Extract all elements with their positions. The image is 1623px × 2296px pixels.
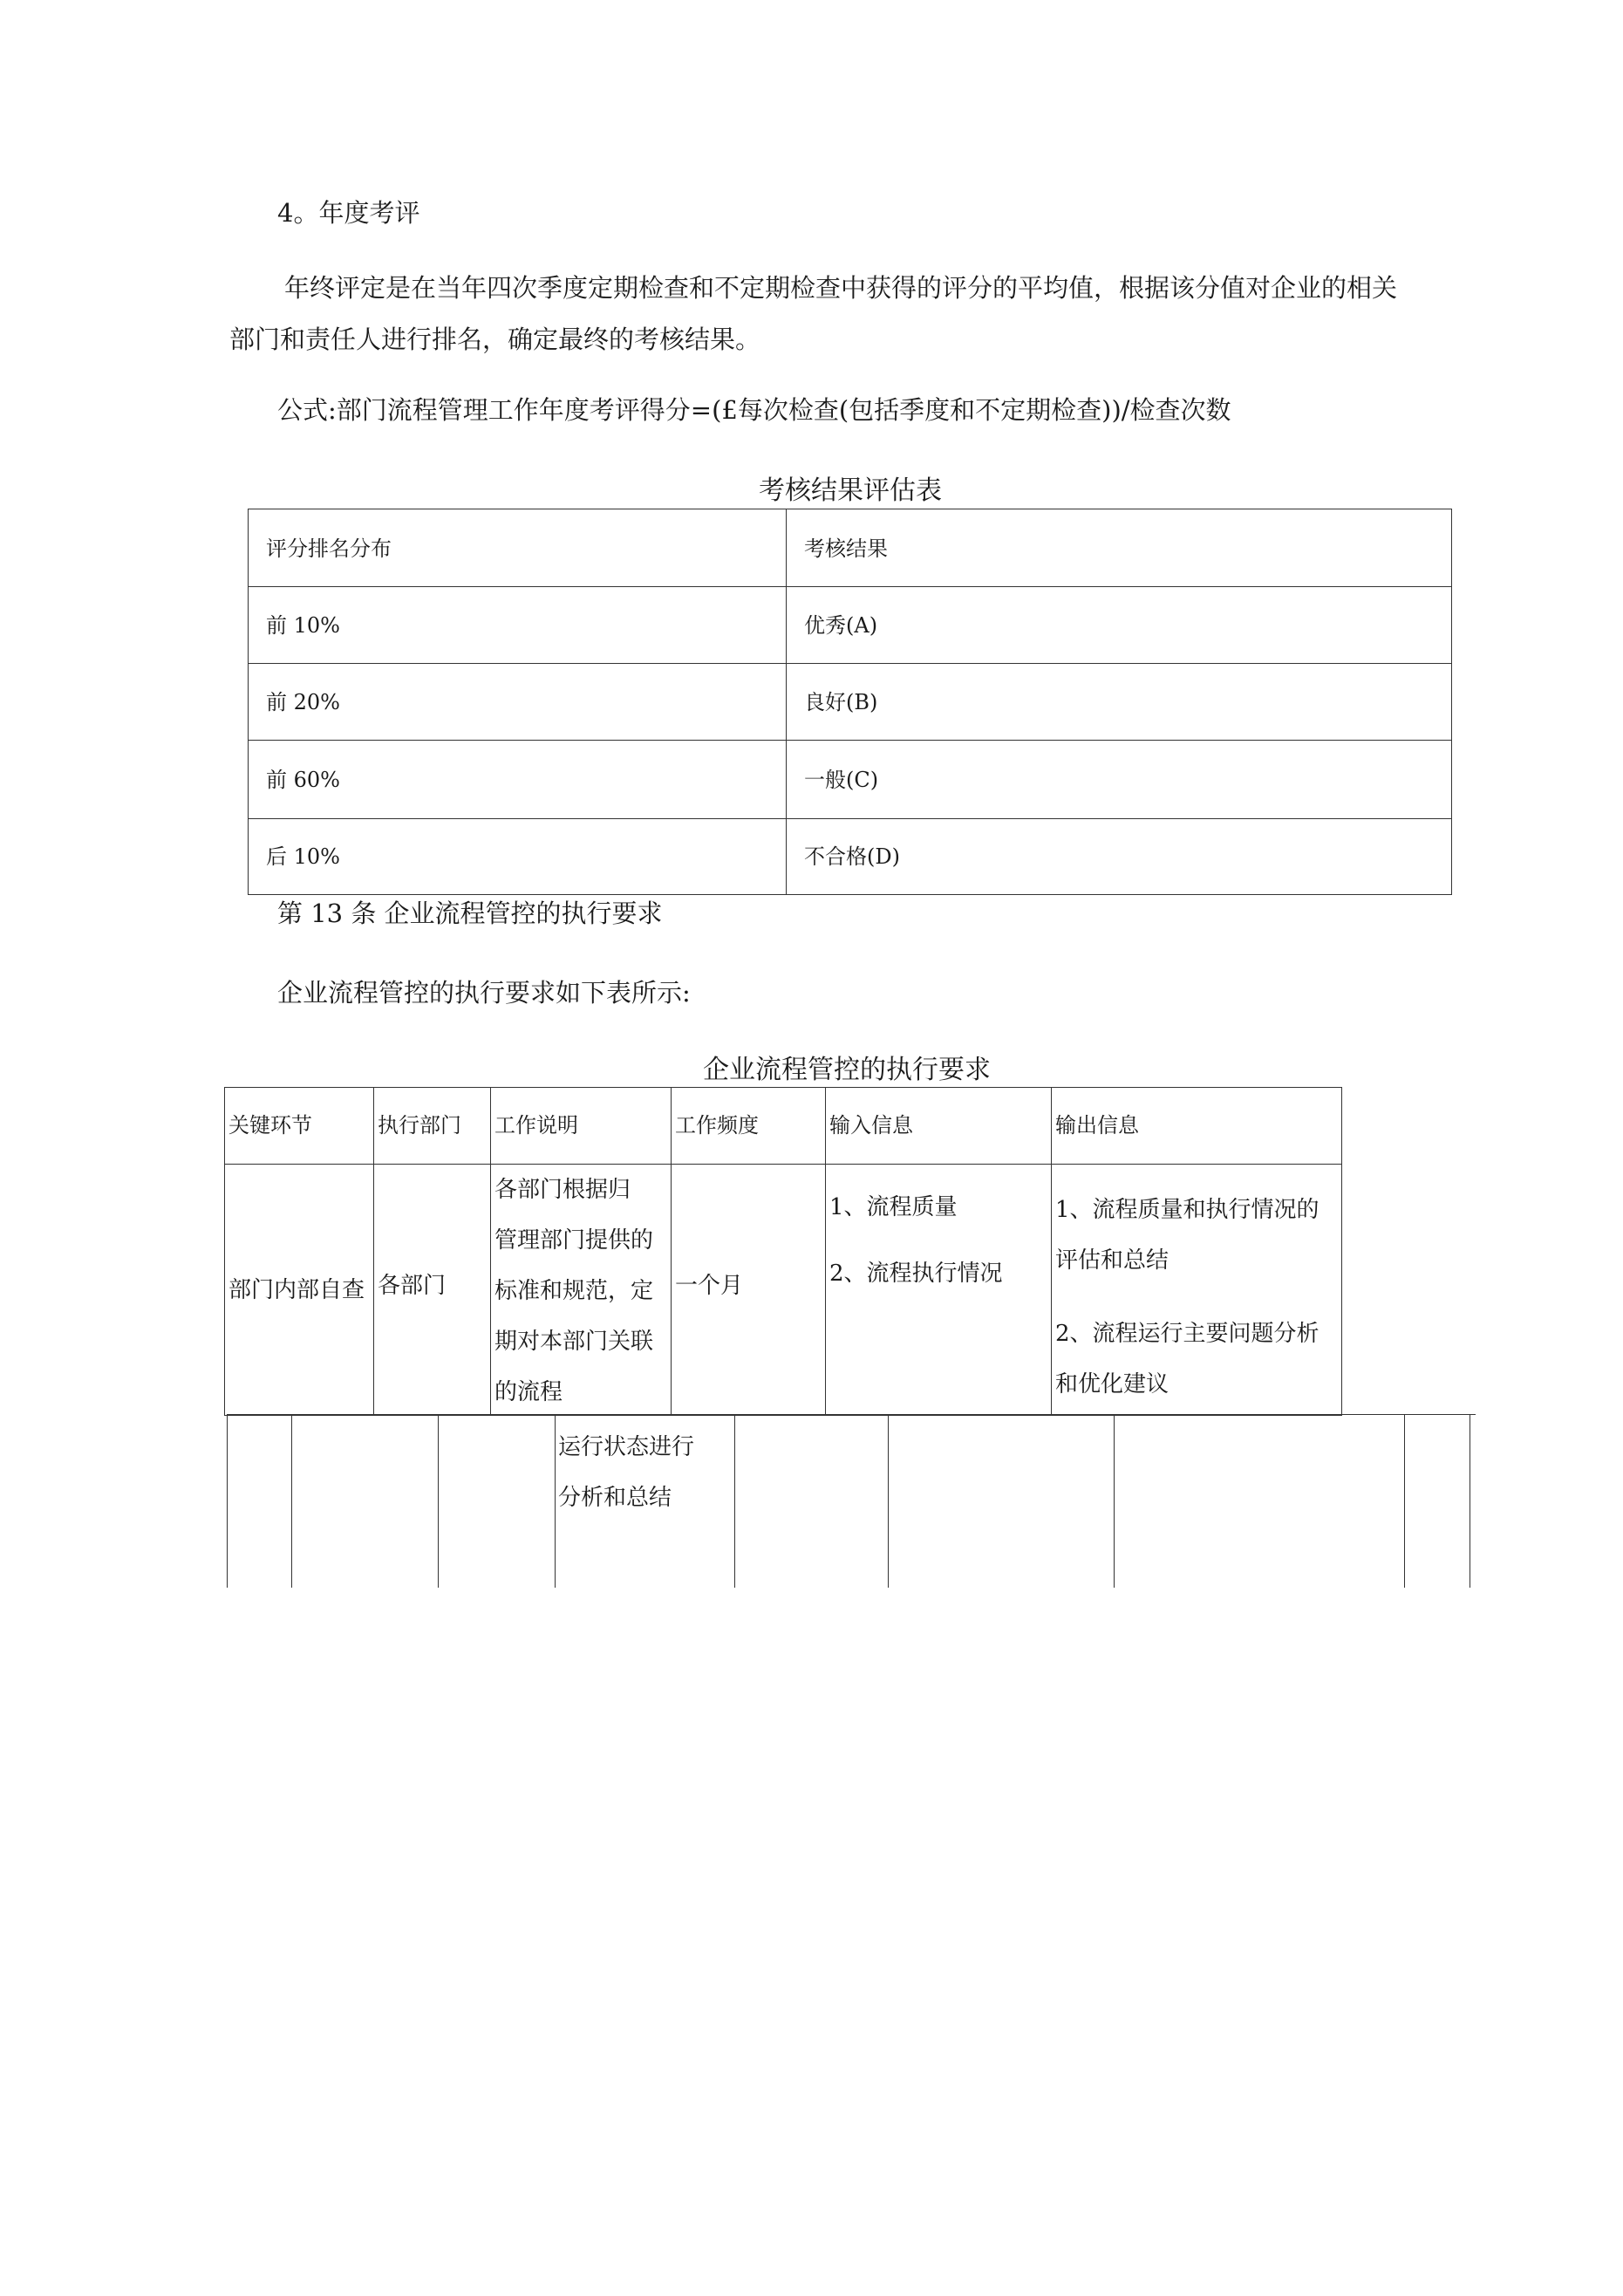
table-row <box>249 587 1452 664</box>
table2-header-cell <box>672 1088 826 1165</box>
table1-caption: 考核结果评估表 <box>759 475 942 506</box>
year-end-paragraph-line2: 部门和责任人进行排名，确定最终的考核结果。 <box>229 325 761 354</box>
ranking-value: 前 60% <box>266 768 340 792</box>
work-desc-line: 各部门根据归 <box>494 1177 631 1203</box>
table-cell <box>249 664 787 741</box>
input-line: 1、流程质量 <box>829 1194 958 1220</box>
table2-header-cell <box>491 1088 672 1165</box>
header-result: 考核结果 <box>804 536 888 561</box>
header-ranking: 评分排名分布 <box>266 536 392 561</box>
table1-header-cell <box>249 509 787 587</box>
header-work-desc: 工作说明 <box>494 1113 578 1138</box>
column-divider <box>555 1415 556 1588</box>
table1-header-cell <box>787 509 1452 587</box>
work-desc-line: 期对本部门关联 <box>494 1329 654 1355</box>
table2-header-cell <box>374 1088 491 1165</box>
department-value: 各部门 <box>378 1273 447 1299</box>
header-department: 执行部门 <box>378 1113 461 1138</box>
column-divider <box>1114 1415 1115 1588</box>
year-end-paragraph-line1: 年终评定是在当年四次季度定期检查和不定期检查中获得的评分的平均值，根据该分值对企业的相关 <box>284 273 1398 303</box>
result-value: 不合格(D) <box>804 844 900 869</box>
table-cell <box>249 587 787 664</box>
table-row <box>249 741 1452 819</box>
table2-header-row <box>225 1088 1342 1165</box>
input-line: 2、流程执行情况 <box>829 1261 1003 1287</box>
column-divider <box>291 1415 292 1588</box>
ranking-value: 后 10% <box>266 844 340 869</box>
table-cell <box>249 741 787 819</box>
table-row <box>249 664 1452 741</box>
result-value: 良好(B) <box>804 690 878 714</box>
key-step-value: 部门内部自查 <box>228 1277 365 1303</box>
header-key-step: 关键环节 <box>228 1113 312 1138</box>
column-divider <box>734 1415 735 1588</box>
result-value: 一般(C) <box>804 768 879 792</box>
table-cell <box>672 1165 826 1416</box>
table-cell <box>1052 1165 1342 1416</box>
column-divider <box>438 1415 439 1588</box>
execution-requirements-table <box>224 1087 1342 1416</box>
table-cell <box>491 1165 672 1416</box>
work-desc-line: 的流程 <box>494 1379 563 1405</box>
frequency-value: 一个月 <box>675 1273 744 1299</box>
output-line: 和优化建议 <box>1055 1371 1170 1397</box>
table2-intro: 企业流程管控的执行要求如下表所示: <box>277 978 691 1008</box>
continuation-line: 分析和总结 <box>558 1485 672 1511</box>
assessment-result-table <box>248 509 1452 895</box>
continuation-table-fragment <box>227 1414 1476 1588</box>
header-output: 输出信息 <box>1055 1113 1139 1138</box>
header-input: 输入信息 <box>829 1113 913 1138</box>
work-desc-line: 标准和规范，定 <box>494 1278 654 1304</box>
table1-header-row <box>249 509 1452 587</box>
output-line: 评估和总结 <box>1055 1247 1170 1274</box>
continuation-line: 运行状态进行 <box>558 1434 695 1460</box>
table-cell <box>787 587 1452 664</box>
column-divider <box>227 1415 228 1588</box>
table2-header-cell <box>826 1088 1052 1165</box>
table-cell <box>826 1165 1052 1416</box>
ranking-value: 前 10% <box>266 613 340 638</box>
table-row <box>225 1165 1342 1416</box>
column-divider <box>1404 1415 1405 1588</box>
table-cell <box>787 741 1452 819</box>
section-heading: 4。年度考评 <box>277 198 420 228</box>
table-cell <box>249 819 787 895</box>
output-line: 1、流程质量和执行情况的 <box>1055 1197 1320 1223</box>
article-13-heading: 第 13 条 企业流程管控的执行要求 <box>277 899 663 928</box>
column-divider <box>888 1415 889 1588</box>
table2-header-cell <box>225 1088 374 1165</box>
work-desc-line: 管理部门提供的 <box>494 1227 654 1254</box>
formula-text: 公式:部门流程管理工作年度考评得分=(£每次检查(包括季度和不定期检查))/检查次数 <box>277 395 1231 425</box>
table-cell <box>225 1165 374 1416</box>
table2-caption: 企业流程管控的执行要求 <box>703 1055 991 1085</box>
table2-header-cell <box>1052 1088 1342 1165</box>
ranking-value: 前 20% <box>266 690 340 714</box>
table-row <box>249 819 1452 895</box>
output-line: 2、流程运行主要问题分析 <box>1055 1321 1320 1347</box>
table-cell <box>787 819 1452 895</box>
header-frequency: 工作频度 <box>675 1113 759 1138</box>
table-cell <box>787 664 1452 741</box>
table-cell <box>374 1165 491 1416</box>
result-value: 优秀(A) <box>804 613 878 638</box>
